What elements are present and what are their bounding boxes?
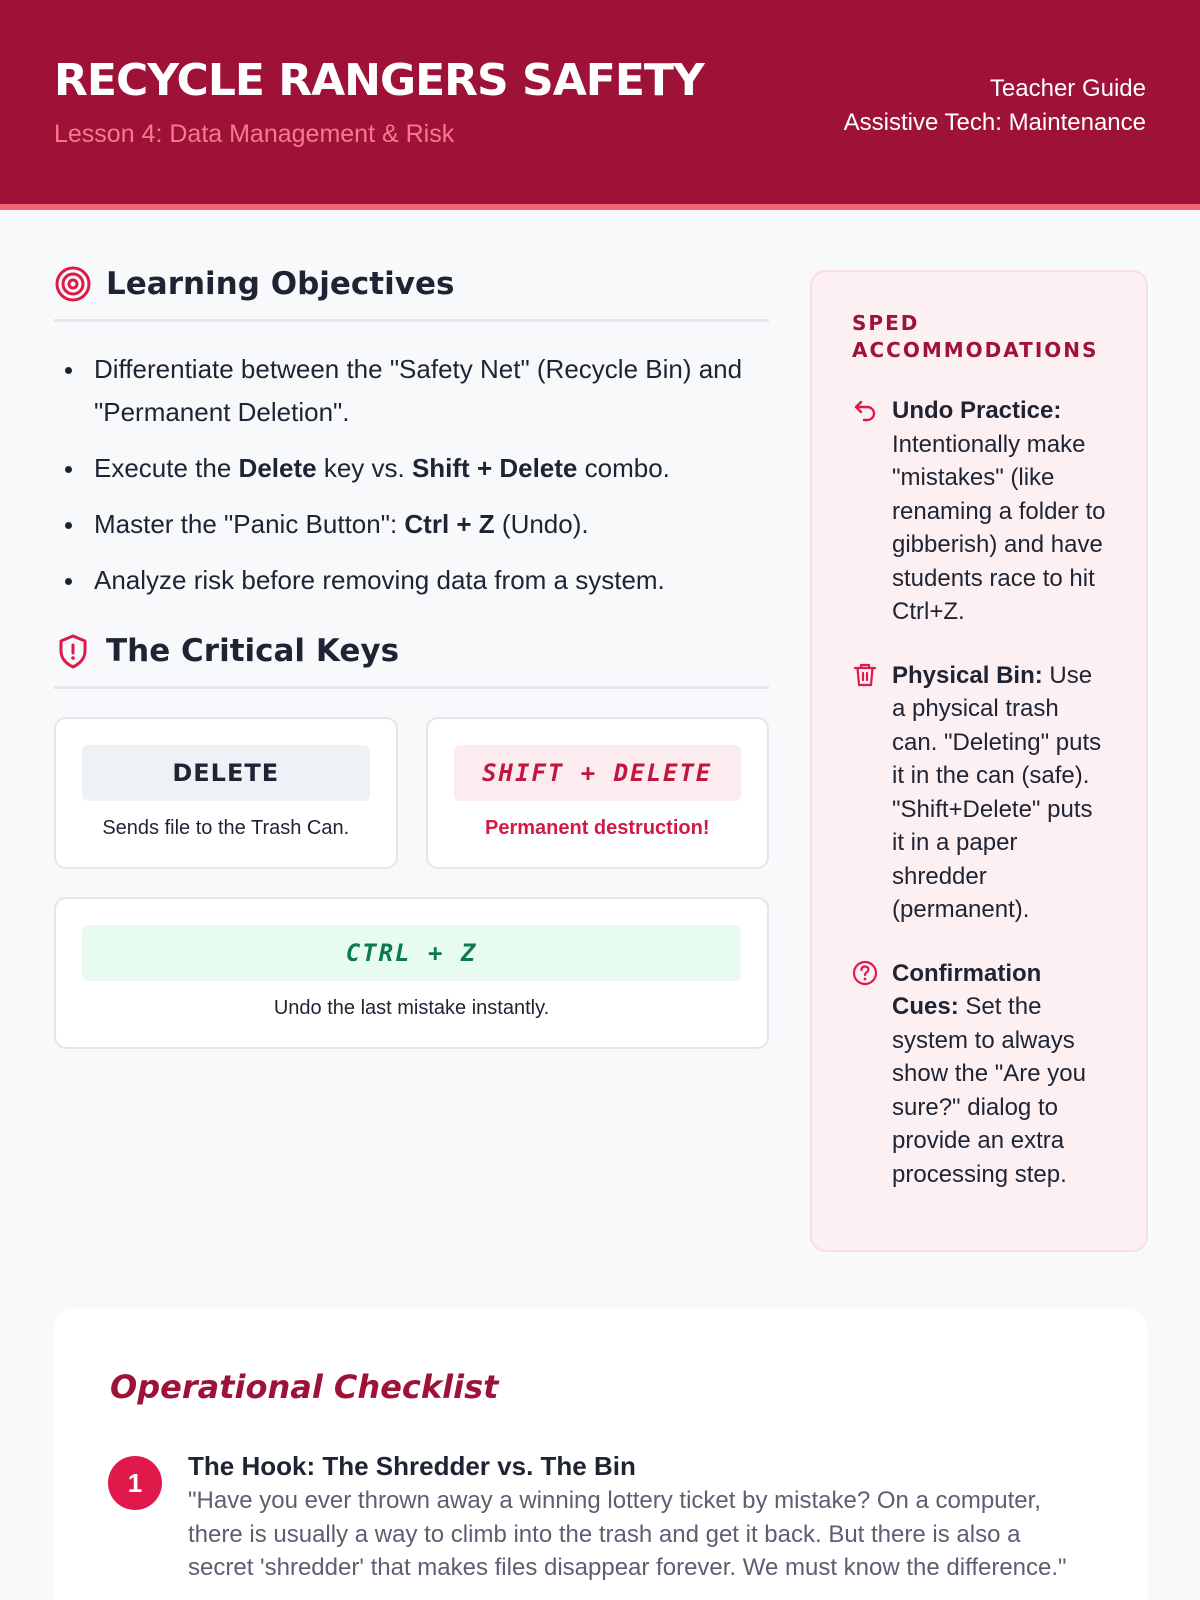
shift-delete-key-desc: Permanent destruction! — [485, 817, 710, 839]
guide-type: Teacher Guide — [989, 75, 1146, 102]
sped-title — [852, 310, 1106, 364]
objectives-title: Learning Objectives — [106, 266, 455, 302]
lesson-subtitle: Lesson 4: Data Management & Risk — [54, 120, 455, 148]
objectives-list — [54, 348, 769, 602]
accommodation-label: Undo Practice: — [892, 397, 1062, 424]
shield-alert-icon — [54, 632, 92, 670]
undo-key: CTRL + Z — [82, 925, 741, 981]
objective-item — [54, 559, 769, 602]
keys-title: The Critical Keys — [106, 633, 400, 669]
objective-text: Master the "Panic Button": — [94, 509, 405, 539]
operational-checklist — [54, 1308, 1148, 1600]
page-header — [0, 0, 1200, 210]
main-column — [54, 265, 769, 1049]
undo-icon — [852, 397, 878, 423]
step-title: The Hook: The Shredder vs. The Bin — [188, 1451, 636, 1481]
sped-title-line1: SPED — [852, 311, 920, 335]
checklist-title: Operational Checklist — [110, 1368, 499, 1406]
course-name: Assistive Tech: Maintenance — [843, 109, 1146, 136]
accommodation-text: Use a physical trash can. "Deleting" puts it in the can (safe). "Shift+Delete" puts it in a paper shredder (permanent). — [892, 661, 1102, 923]
help-circle-icon — [852, 960, 878, 986]
target-icon — [54, 265, 92, 303]
objectives-heading — [54, 265, 769, 322]
objective-text: Execute the — [94, 453, 239, 483]
accommodation-label: Physical Bin: — [892, 661, 1043, 689]
objective-key-term: Ctrl + Z — [404, 509, 495, 539]
objective-item — [54, 348, 769, 434]
sped-title-line2: ACCOMMODATIONS — [852, 338, 1099, 362]
accommodation-text: Set the system to always show the "Are you sure?" dialog to provide an extra processing step. — [892, 993, 1086, 1188]
objective-item — [54, 447, 769, 490]
step-text: "Have you ever thrown away a winning lottery ticket by mistake? On a computer, there is usually a way to climb into the trash and get it back. But there is also a secret 'shredder' that makes files disappear forever. We must know the difference." — [188, 1487, 1067, 1581]
accommodation-item — [852, 659, 1106, 927]
undo-key-card — [54, 897, 769, 1049]
shift-delete-key-card — [426, 717, 770, 869]
header-meta — [844, 72, 1146, 140]
delete-key-card — [54, 717, 398, 869]
accommodation-text: Intentionally make "mistakes" (like renaming a folder to gibberish) and have students race to hit Ctrl+Z. — [892, 430, 1106, 625]
accommodation-item — [852, 394, 1106, 629]
objective-text: combo. — [577, 453, 670, 483]
objective-text: Analyze risk before removing data from a system. — [94, 565, 665, 595]
sped-accommodations-panel — [810, 270, 1148, 1252]
objective-key-term: Delete — [238, 453, 317, 483]
key-row — [54, 717, 769, 869]
accommodation-label: Confirmation Cues: — [892, 959, 1042, 1020]
accommodation-item — [852, 957, 1106, 1192]
step-number-badge: 1 — [108, 1456, 162, 1510]
objective-text: key vs. — [316, 453, 412, 483]
objective-text: (Undo). — [494, 509, 589, 539]
trash-icon — [852, 662, 878, 688]
undo-key-desc: Undo the last mistake instantly. — [273, 997, 550, 1019]
objective-key-term: Shift + Delete — [411, 453, 578, 483]
delete-key: DELETE — [82, 745, 370, 801]
objective-item — [54, 503, 769, 546]
page-title: RECYCLE RANGERS SAFETY — [54, 55, 704, 106]
delete-key-desc: Sends file to the Trash Can. — [102, 817, 350, 839]
keys-heading — [54, 632, 769, 689]
objective-text: Differentiate between the "Safety Net" (Recycle Bin) and "Permanent Deletion". — [94, 354, 743, 427]
shift-delete-key: SHIFT + DELETE — [454, 745, 742, 801]
